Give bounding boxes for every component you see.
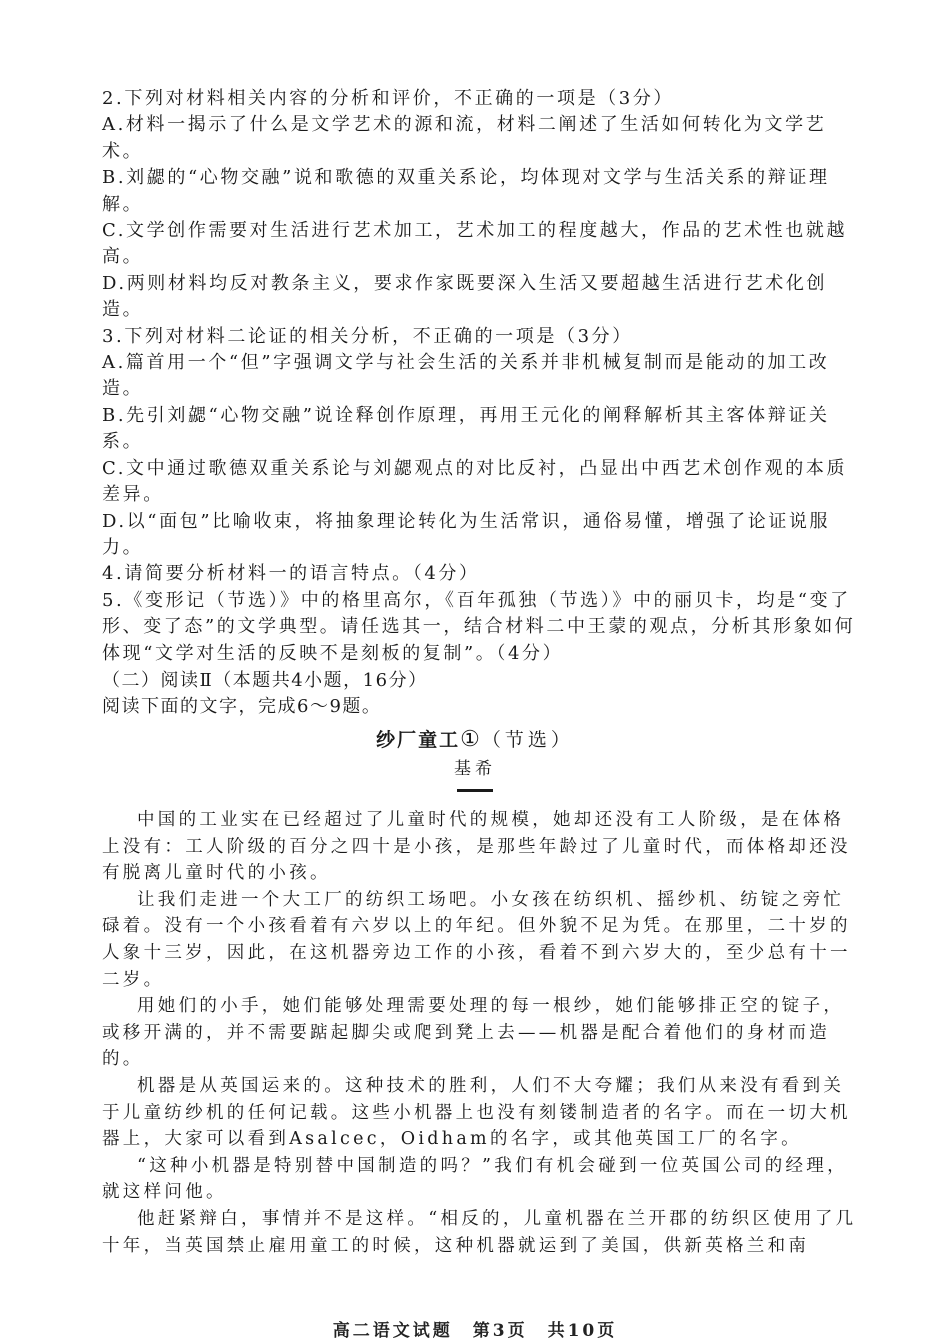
- article-title: [0, 727, 950, 753]
- question-3-option-a: A.篇首用一个“但”字强调文学与社会生活的关系并非机械复制而是能动的加工改造。: [102, 352, 830, 400]
- article-author: 基希: [454, 759, 496, 779]
- question-2-option-a: A.材料一揭示了什么是文学艺术的源和流，材料二阐述了生活如何转化为文学艺术。: [102, 114, 827, 162]
- footnote-mark: ①: [460, 727, 482, 752]
- question-4-stem: 4.请简要分析材料一的语言特点。（4分）: [102, 563, 480, 585]
- article-body: [102, 807, 862, 1259]
- question-2-option-b: B.刘勰的“心物交融”说和歌德的双重关系论，均体现对文学与生活关系的辩证理解。: [102, 167, 830, 215]
- title-note: （节选）: [481, 729, 574, 751]
- chapter-number: [457, 789, 493, 792]
- article-paragraph: 中国的工业实在已经超过了儿童时代的规模，她却还没有工人阶级，是在体格上没有：工人阶级的百分之四十是小孩，是那些年龄过了儿童时代，而体格却还没有脱离儿童时代的小孩。: [102, 810, 851, 884]
- article-paragraph: 用她们的小手，她们能够处理需要处理的每一根纱，她们能够排正空的锭子，或移开满的，并不需要踮起脚尖或爬到凳上去——机器是配合着他们的身材而造的。: [102, 996, 845, 1070]
- section-heading: （二）阅读Ⅱ（本题共4小题，16分）: [102, 670, 428, 691]
- article-paragraph: 机器是从英国运来的。这种技术的胜利，人们不大夸耀；我们从来没有看到关于儿童纺纱机的任何记载。这些小机器上也没有刻镂制造者的名字。而在一切大机器上，大家可以看到Asalcec，Oidham的名字，或其他英国工厂的名字。: [102, 1075, 851, 1150]
- question-3-option-c: C.文中通过歌德双重关系论与刘勰观点的对比反衬，凸显出中西艺术创作观的本质差异。: [102, 457, 848, 506]
- question-3-option-b: B.先引刘勰“心物交融”说诠释创作原理，再用王元化的阐释解析其主客体辩证关系。: [102, 404, 830, 453]
- article-title-text: 纱厂童工: [376, 729, 461, 751]
- question-2-option-c: C.文学创作需要对生活进行艺术加工，艺术加工的程度越大，作品的艺术性也就越高。: [102, 220, 848, 268]
- question-3-option-d: D.以“面包”比喻收束，将抽象理论转化为生活常识，通俗易懂，增强了论证说服力。: [102, 510, 831, 558]
- question-5-stem: 5.《变形记（节选）》中的格里高尔，《百年孤独（节选）》中的丽贝卡，均是“变了形、变了态”的文学典型。请任选其一，结合材料二中王蒙的观点，分析其形象如何体现“文学对生活的反映不是刻板的复制”。（4分）: [102, 589, 856, 664]
- reading-instruction: 阅读下面的文字，完成6～9题。: [102, 696, 382, 717]
- article-paragraph: “这种小机器是特别替中国制造的吗？”我们有机会碰到一位英国公司的经理，就这样问他。: [102, 1155, 848, 1203]
- article-paragraph: 他赶紧辩白，事情并不是这样。“相反的，儿童机器在兰开郡的纺织区使用了几十年，当英国禁止雇用童工的时候，这种机器就运到了美国，供新英格兰和南: [102, 1208, 857, 1256]
- article-paragraph: 让我们走进一个大工厂的纺织工场吧。小女孩在纺织机、摇纱机、纺锭之旁忙碌着。没有一个小孩看着有六岁以上的年纪。但外貌不足为凭。在那里，二十岁的人象十三岁，因此，在这机器旁边工作的小孩，看着不到六岁大的，至少总有十一二岁。: [102, 889, 851, 990]
- question-2-option-d: D.两则材料均反对教条主义，要求作家既要深入生活又要超越生活进行艺术化创造。: [102, 272, 828, 321]
- question-3-stem: 3.下列对材料二论证的相关分析，不正确的一项是（3分）: [102, 325, 633, 347]
- page-footer: 高二语文试题 第3页 共10页: [332, 1321, 618, 1341]
- question-block: [102, 86, 862, 667]
- question-2-stem: 2.下列对材料相关内容的分析和评价，不正确的一项是（3分）: [102, 88, 675, 109]
